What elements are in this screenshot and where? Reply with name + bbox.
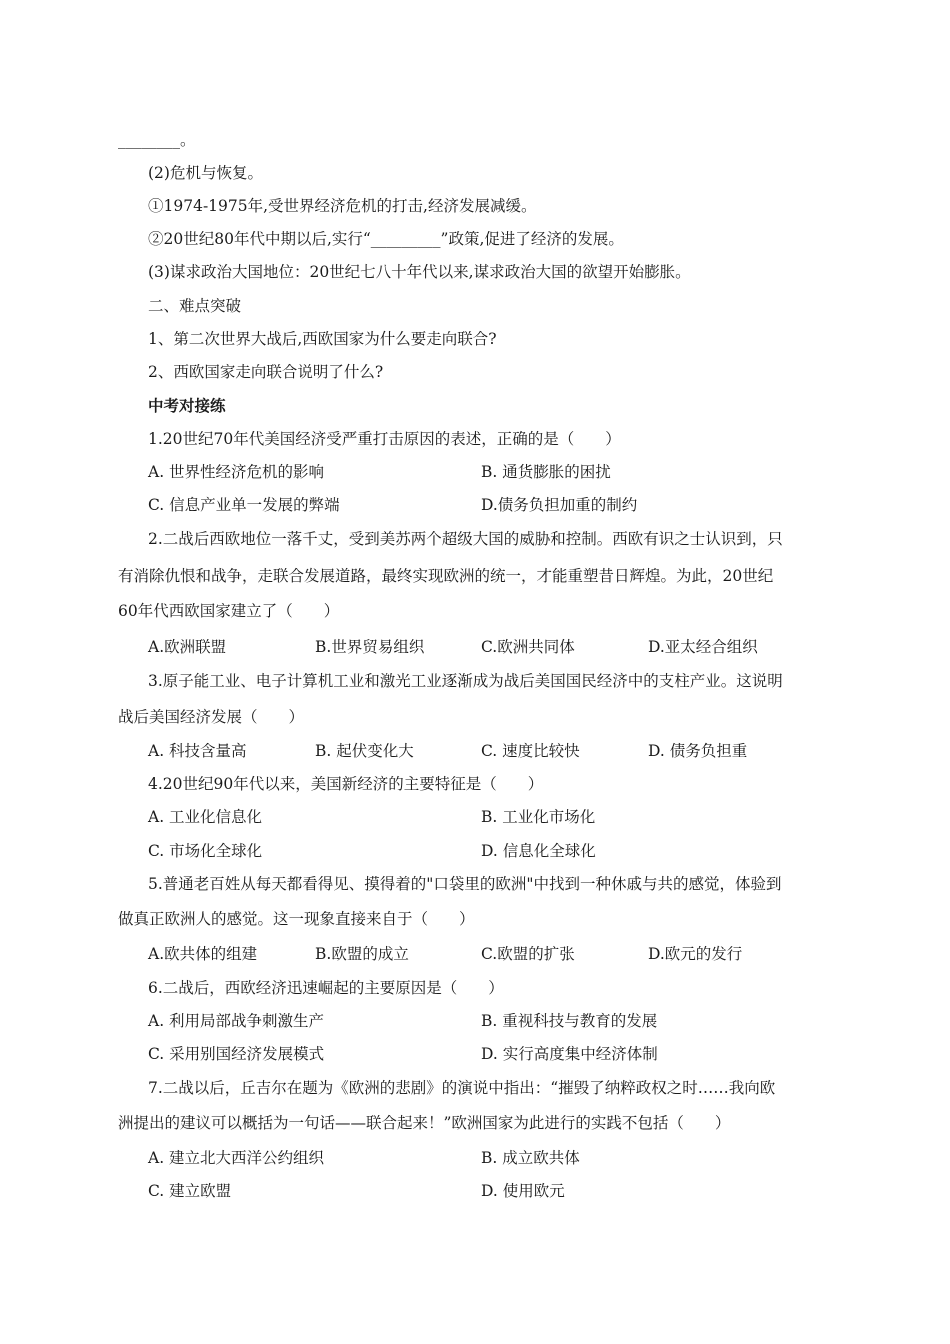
- option-d: D. 信息化全球化: [481, 842, 596, 860]
- section-heading-bold: 中考对接练: [148, 397, 226, 415]
- option-a: A.欧共体的组建: [148, 945, 258, 963]
- question-stem: 战后美国经济发展（ ）: [118, 708, 305, 726]
- option-b: B. 起伏变化大: [315, 742, 414, 760]
- question-line: 2、西欧国家走向联合说明了什么?: [148, 363, 384, 381]
- option-c: C. 信息产业单一发展的弊端: [148, 496, 340, 514]
- option-a: A. 建立北大西洋公约组织: [148, 1149, 325, 1167]
- option-c: C. 市场化全球化: [148, 842, 263, 860]
- text-line: ②20世纪80年代中期以后,实行“_________”政策,促进了经济的发展。: [148, 230, 624, 248]
- option-b: B. 工业化市场化: [481, 808, 596, 826]
- text-line: (3)谋求政治大国地位：20世纪七八十年代以来,谋求政治大国的欲望开始膨胀。: [148, 263, 691, 281]
- option-a: A. 世界性经济危机的影响: [148, 463, 325, 481]
- option-b: B. 通货膨胀的困扰: [481, 463, 611, 481]
- option-a: A.欧洲联盟: [148, 638, 227, 656]
- section-heading: 二、难点突破: [148, 297, 242, 315]
- option-d: D.债务负担加重的制约: [481, 496, 638, 514]
- option-d: D. 实行高度集中经济体制: [481, 1045, 658, 1063]
- question-stem: 有消除仇恨和战争，走联合发展道路，最终实现欧洲的统一，才能重塑昔日辉煌。为此，20世纪: [118, 567, 774, 585]
- text-line: (2)危机与恢复。: [148, 164, 263, 182]
- option-c: C. 建立欧盟: [148, 1182, 232, 1200]
- question-stem: 4.20世纪90年代以来，美国新经济的主要特征是（ ）: [148, 775, 544, 793]
- option-a: A. 科技含量高: [148, 742, 247, 760]
- option-c: C. 速度比较快: [481, 742, 580, 760]
- question-stem: 做真正欧洲人的感觉。这一现象直接来自于（ ）: [118, 910, 475, 928]
- option-a: A. 利用局部战争刺激生产: [148, 1012, 325, 1030]
- option-a: A. 工业化信息化: [148, 808, 263, 826]
- question-stem: 1.20世纪70年代美国经济受严重打击原因的表述，正确的是（ ）: [148, 430, 621, 448]
- option-d: D.欧元的发行: [648, 945, 743, 963]
- text-line: ①1974-1975年,受世界经济危机的打击,经济发展减缓。: [148, 197, 537, 215]
- question-stem: 5.普通老百姓从每天都看得见、摸得着的"口袋里的欧洲"中找到一种休戚与共的感觉，体验到: [148, 875, 782, 893]
- option-b: B. 成立欧共体: [481, 1149, 580, 1167]
- option-d: D. 债务负担重: [648, 742, 748, 760]
- question-stem: 60年代西欧国家建立了（ ）: [118, 602, 340, 620]
- question-stem: 6.二战后，西欧经济迅速崛起的主要原因是（ ）: [148, 979, 504, 997]
- question-stem: 7.二战以后，丘吉尔在题为《欧洲的悲剧》的演说中指出：“摧毁了纳粹政权之时……我向欧: [148, 1079, 776, 1097]
- option-c: C.欧洲共同体: [481, 638, 575, 656]
- question-stem: 2.二战后西欧地位一落千丈，受到美苏两个超级大国的威胁和控制。西欧有识之士认识到，只: [148, 530, 783, 548]
- question-stem: 洲提出的建议可以概括为一句话——联合起来！”欧洲国家为此进行的实践不包括（ ）: [118, 1114, 731, 1132]
- option-d: D. 使用欧元: [481, 1182, 565, 1200]
- option-b: B.世界贸易组织: [315, 638, 425, 656]
- option-b: B. 重视科技与教育的发展: [481, 1012, 658, 1030]
- option-c: C. 采用别国经济发展模式: [148, 1045, 325, 1063]
- question-stem: 3.原子能工业、电子计算机工业和激光工业逐渐成为战后美国国民经济中的支柱产业。这说明: [148, 672, 783, 690]
- option-d: D.亚太经合组织: [648, 638, 758, 656]
- blank-fill-line: ________。: [118, 131, 196, 149]
- option-b: B.欧盟的成立: [315, 945, 409, 963]
- option-c: C.欧盟的扩张: [481, 945, 575, 963]
- question-line: 1、第二次世界大战后,西欧国家为什么要走向联合?: [148, 330, 497, 348]
